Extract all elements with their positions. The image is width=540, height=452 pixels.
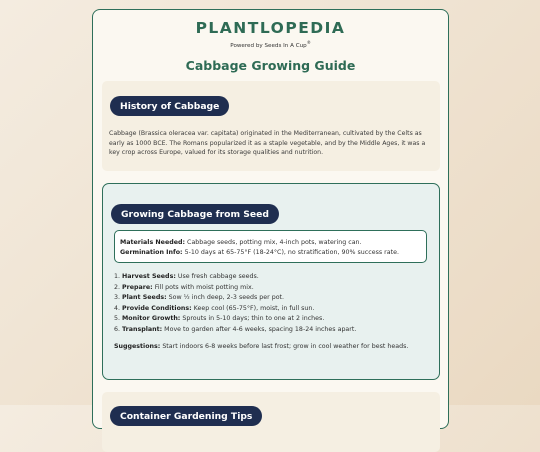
container-section — [102, 392, 440, 452]
registered-mark: ® — [306, 40, 311, 45]
suggestions — [114, 343, 408, 350]
steps-list — [114, 272, 356, 336]
step-number: 6. — [114, 325, 121, 333]
germination-line — [120, 248, 426, 258]
step-item — [114, 283, 356, 294]
step-number: 3. — [114, 294, 121, 302]
step-text: Fill pots with moist potting mix. — [154, 283, 254, 291]
tagline-text: Powered by Seeds In A Cup — [230, 42, 307, 49]
step-number: 1. — [114, 273, 121, 280]
step-number: 5. — [114, 315, 121, 323]
step-number: 2. — [114, 283, 121, 291]
step-item — [114, 293, 356, 304]
step-label: Transplant: — [122, 325, 163, 333]
history-section — [102, 81, 440, 171]
materials-label: Materials Needed: — [120, 239, 186, 246]
step-item — [114, 325, 356, 336]
history-heading: History of Cabbage — [110, 96, 229, 116]
growing-section — [102, 183, 440, 380]
step-label: Monitor Growth: — [122, 315, 181, 323]
step-label: Plant Seeds: — [122, 294, 167, 302]
step-label: Harvest Seeds: — [122, 273, 176, 280]
container-heading: Container Gardening Tips — [110, 406, 262, 426]
info-box — [114, 230, 427, 263]
step-item — [114, 304, 356, 315]
brand-logo[interactable]: PLANTLOPEDIA — [195, 19, 346, 37]
step-item — [114, 272, 356, 283]
brand-tagline — [93, 40, 448, 49]
step-text: Move to garden after 4-6 weeks, spacing 18-24 inches apart. — [164, 325, 357, 333]
step-label: Prepare: — [122, 283, 153, 291]
step-text: Keep cool (65-75°F), moist, in full sun. — [193, 304, 315, 312]
materials-text: Cabbage seeds, potting mix, 4-inch pots, watering can. — [187, 239, 362, 246]
suggestions-label: Suggestions: — [114, 343, 161, 350]
step-text: Use fresh cabbage seeds. — [177, 273, 259, 280]
germination-text: 5-10 days at 65-75°F (18-24°C), no stratification, 90% success rate. — [184, 248, 399, 256]
growing-heading: Growing Cabbage from Seed — [111, 204, 279, 224]
step-number: 4. — [114, 304, 121, 312]
step-text: Sprouts in 5-10 days; thin to one at 2 inches. — [182, 315, 325, 323]
suggestions-text: Start indoors 6-8 weeks before last frost; grow in cool weather for best heads. — [162, 343, 409, 350]
step-text: Sow ½ inch deep, 2-3 seeds per pot. — [168, 294, 285, 302]
step-item — [114, 314, 356, 325]
page-title: Cabbage Growing Guide — [185, 57, 356, 73]
step-label: Provide Conditions: — [122, 304, 192, 312]
history-text: Cabbage (Brassica oleracea var. capitata) originated in the Mediterranean, cultivated by the Celts as early as 1000 BCE. The Romans popularized it as a staple vegetable, and by the Middle Ages, it was a key crop across Europe, valued for its storage qualities and nutrition. — [109, 130, 426, 156]
guide-card — [92, 9, 449, 429]
materials-line — [120, 238, 426, 248]
germination-label: Germination Info: — [120, 248, 183, 256]
